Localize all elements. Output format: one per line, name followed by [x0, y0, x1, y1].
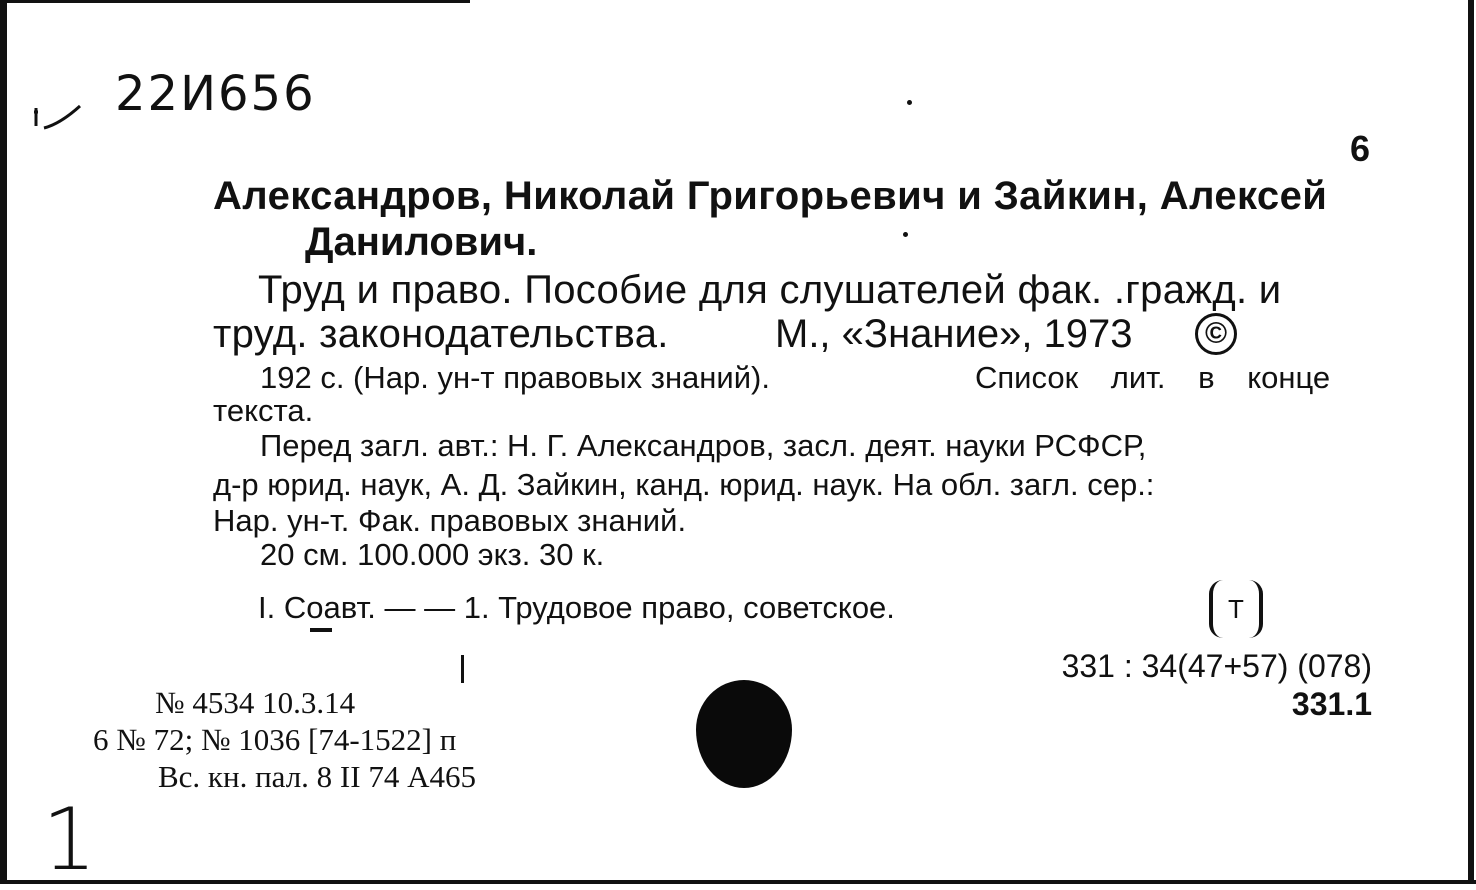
class-number: 6 [1349, 128, 1370, 169]
authors-line-2: Данилович. [305, 220, 538, 264]
card-left-edge [0, 0, 7, 884]
bibliography-note: Список лит. в конце [975, 360, 1331, 395]
acquisition-number: 22И656 [115, 66, 316, 122]
udc-index: 331 : 34(47+57) (078) [1061, 648, 1372, 684]
note-line-1: Перед загл. авт.: Н. Г. Александров, засл. деят. науки РСФСР, [260, 428, 1147, 463]
stamp-t: Т [1209, 580, 1263, 638]
physical-description-cont: текста. [213, 393, 314, 428]
card-top-edge [0, 0, 470, 3]
card-right-edge [1468, 0, 1474, 884]
divider-tick [461, 655, 464, 683]
size-price-line: 20 см. 100.000 экз. 30 к. [260, 537, 605, 572]
imprint: М., «Знание», 1973 [775, 312, 1133, 356]
card-bottom-edge [0, 880, 1476, 884]
tracing-line: I. Соавт. — — 1. Трудовое право, советское. [258, 590, 895, 625]
bbk-index: 331.1 [1291, 686, 1372, 722]
accession-line-1: № 4534 10.3.14 [155, 685, 356, 720]
title-line-1: Труд и право. Пособие для слушателей фак. .гражд. и [258, 268, 1282, 312]
accession-line-3: Вс. кн. пал. 8 II 74 А465 [158, 759, 476, 794]
note-line-3: Нар. ун-т. Фак. правовых знаний. [213, 503, 687, 538]
punch-hole [696, 680, 792, 788]
handwritten-number: 1 [42, 790, 97, 890]
note-line-2: д-р юрид. наук, А. Д. Зайкин, канд. юрид. наук. На обл. загл. сер.: [213, 467, 1155, 502]
pencil-underline [310, 628, 332, 632]
pencil-tick-mark [32, 98, 86, 132]
title-line-2: труд. законодательства. [213, 312, 669, 356]
authors-line-1: Александров, Николай Григорьевич и Зайкин, Алексей [213, 174, 1328, 218]
speck [907, 100, 912, 105]
accession-line-2: 6 № 72; № 1036 [74-1522] п [93, 722, 457, 757]
speck [903, 232, 908, 237]
physical-description: 192 с. (Нар. ун-т правовых знаний). [260, 360, 770, 395]
copyright-icon: © [1195, 313, 1237, 355]
